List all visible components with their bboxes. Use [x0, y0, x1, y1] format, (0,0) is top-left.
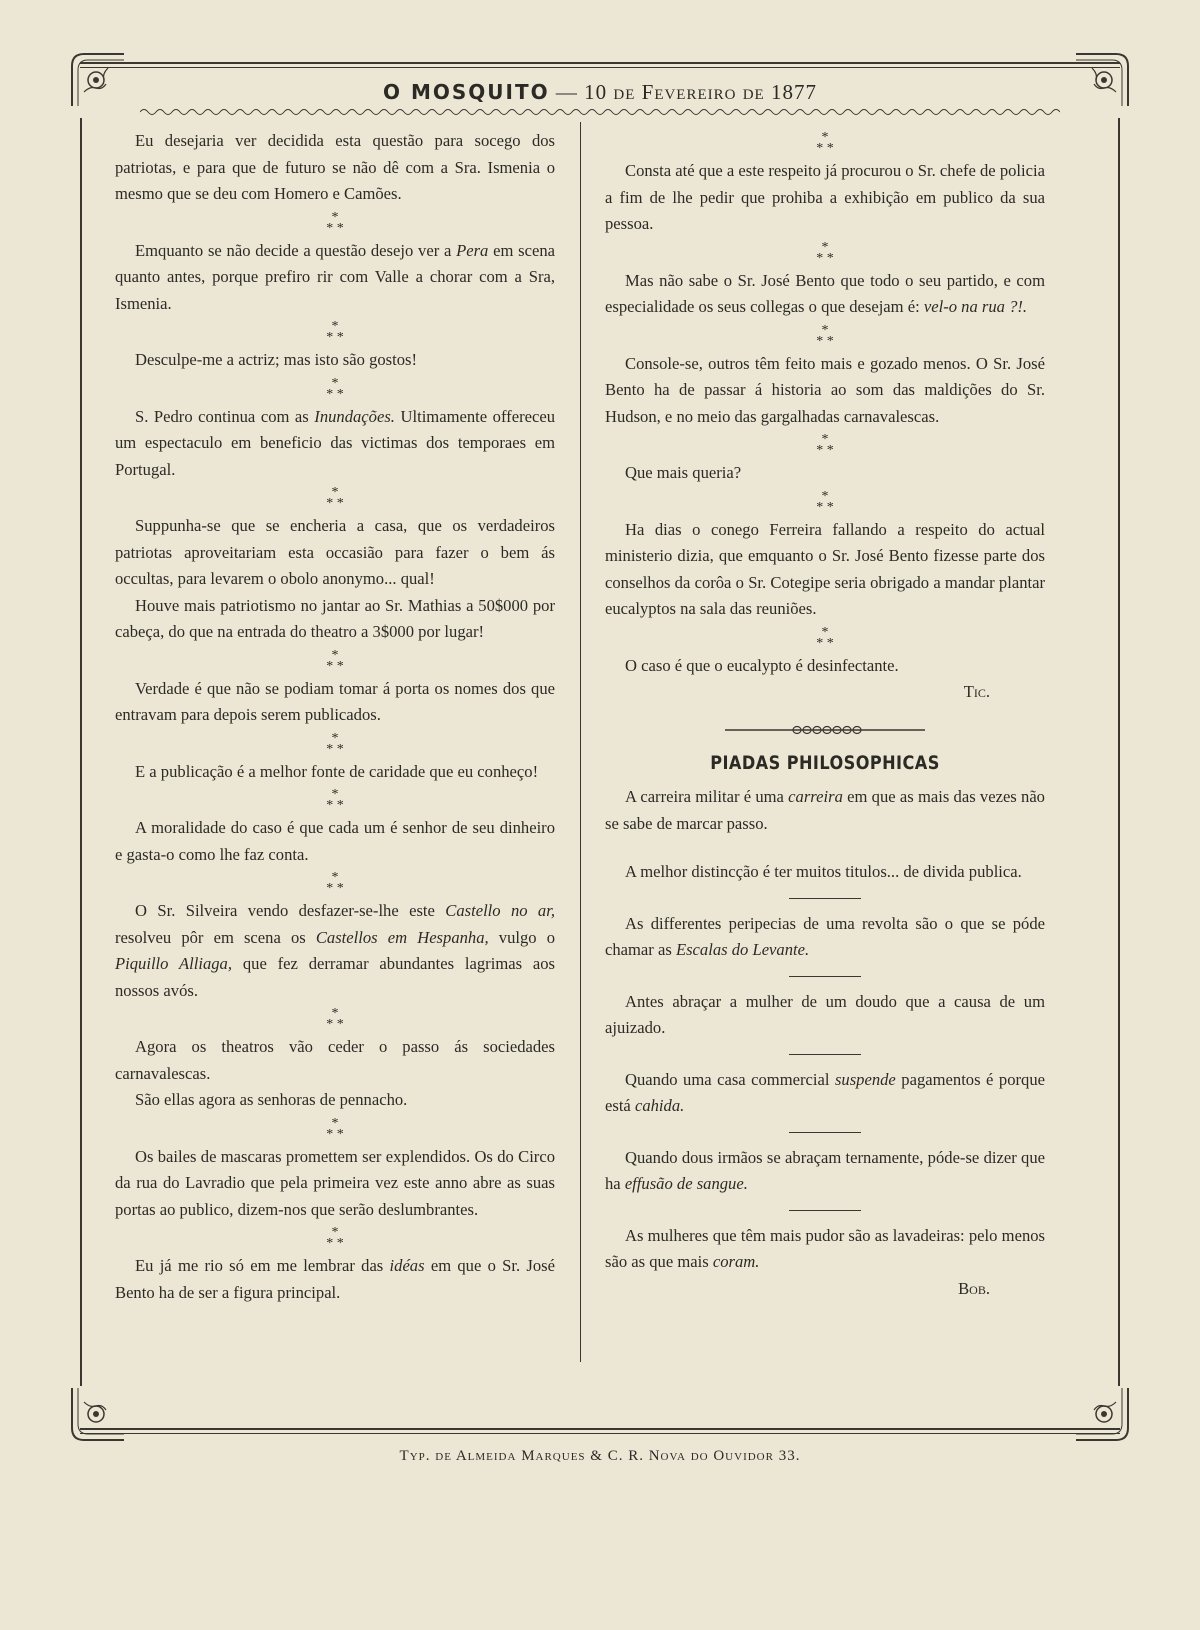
asterism-icon: * * *	[326, 647, 344, 674]
aphorism: Quando dous irmãos se abraçam ternamente, póde-se dizer que ha effusão de sangue.	[605, 1147, 1045, 1193]
paragraph: Consta até que a este respeito já procurou o Sr. chefe de policia a fim de lhe pedir que prohiba a exhibição em publico da sua pessoa.	[605, 161, 1045, 233]
frame-right-rule	[1118, 118, 1120, 1386]
aphorism: Antes abraçar a mulher de um doudo que a causa de um ajuizado.	[605, 991, 1045, 1037]
signature-tic: Tic.	[963, 682, 990, 701]
printer-imprint: Typ. de Almeida Marques & C. R. Nova do Ouvidor 33.	[399, 1448, 801, 1464]
separator-rule	[789, 1210, 861, 1211]
asterism-icon: * * *	[326, 787, 344, 813]
paragraph: Console-se, outros têm feito mais e gozado menos. O Sr. José Bento ha de passar á historia ao som das maldições do Sr. Hudson, e no meio das gargalhadas carnavalescas.	[605, 353, 1045, 426]
corner-ornament-icon	[1068, 1378, 1138, 1448]
asterism-icon: * * *	[816, 488, 834, 515]
paragraph: Houve mais patriotismo no jantar ao Sr. Mathias a 50$000 por cabeça, do que na entrada do theatro a 3$000 por lugar!	[115, 595, 555, 641]
paragraph: Eu desejaria ver decidida esta questão para socego dos patriotas, e para que de futuro se não dê com a Sra. Ismenia o mesmo que se deu com Homero e Camões.	[115, 131, 555, 203]
asterism-icon: * * *	[326, 319, 344, 345]
aphorism: A carreira militar é uma carreira em que as mais das vezes não se sabe de marcar passo.	[605, 787, 1045, 833]
paragraph: A moralidade do caso é que cada um é senhor de seu dinheiro e gasta-o como lhe faz conta.	[115, 818, 555, 864]
paragraph: Verdade é que não se podiam tomar á porta os nomes dos que entravam para depois serem publicados.	[115, 678, 555, 724]
aphorism: As mulheres que têm mais pudor são as lavadeiras: pelo menos são as que mais coram.	[605, 1225, 1045, 1271]
asterism-icon: * * *	[816, 322, 834, 349]
aphorism: Quando uma casa commercial suspende pagamentos é porque está cahida.	[605, 1069, 1045, 1115]
separator-rule	[789, 1132, 861, 1133]
paragraph: O Sr. Silveira vendo desfazer-se-lhe este Castello no ar, resolveu pôr em scena os Castellos em Hespanha, vulgo o Piquillo Alliaga, que fez derramar abundantes lagrimas aos nossos avós.	[115, 901, 556, 1000]
paragraph: Agora os theatros vão ceder o passo ás sociedades carnavalescas.	[115, 1037, 555, 1083]
separator-rule	[789, 1054, 861, 1055]
wavy-rule	[140, 106, 1060, 118]
asterism-icon: * * *	[816, 624, 834, 651]
asterism-icon: * * *	[326, 209, 344, 236]
column-divider	[580, 122, 581, 1362]
paragraph: Mas não sabe o Sr. José Bento que todo o seu partido, e com especialidade os seus collegas o que desejam é: vel-o na rua ?!.	[605, 270, 1045, 316]
asterism-icon: * * *	[326, 730, 344, 757]
spacer	[605, 837, 1045, 859]
paragraph: Emquanto se não decide a questão desejo ver a Pera em scena quanto antes, porque prefiro rir com Valle a chorar com a Sra, Ismenia.	[115, 240, 555, 313]
paragraph: Desculpe-me a actriz; mas isto são gostos!	[135, 350, 418, 369]
corner-ornament-icon	[62, 1378, 132, 1448]
section-title: PIADAS PHILOSOPHICAS	[710, 751, 940, 774]
asterism-icon: * * *	[326, 870, 344, 896]
masthead: O MOSQUITO	[383, 80, 550, 104]
right-column	[605, 128, 1045, 1302]
frame-top-rule	[80, 62, 1120, 64]
separator-rule	[789, 898, 861, 899]
asterism-icon: * * *	[326, 1225, 344, 1251]
frame-top-rule-inner	[80, 67, 1120, 68]
left-column	[115, 128, 555, 1306]
asterism-icon: * * *	[326, 485, 344, 511]
ornamental-rule-icon	[725, 724, 925, 736]
signature-bob: Bob.	[958, 1278, 990, 1298]
separator-rule	[789, 976, 861, 977]
paragraph: Os bailes de mascaras promettem ser explendidos. Os do Circo da rua do Lavradio que pela primeira vez este anno abre as suas portas ao publico, dizem-nos que serão deslumbrantes.	[115, 1146, 555, 1219]
paragraph: Ha dias o conego Ferreira fallando a respeito do actual ministerio dizia, que emquanto o Sr. José Bento fizesse parte dos conselhos da corôa o Sr. Cotegipe seria obrigado a mandar plantar eucalyptos na sala das reuniões.	[605, 519, 1045, 618]
paragraph: Suppunha-se que se encheria a casa, que os verdadeiros patriotas aproveitariam esta occasião para fazer o bem ás occultas, para levarem o obolo anonymo... qual!	[115, 516, 555, 588]
asterism-icon: * * *	[326, 1115, 344, 1142]
asterism-icon: * * *	[326, 1006, 344, 1032]
paragraph: Eu já me rio só em me lembrar das idéas em que o Sr. José Bento ha de ser a figura principal.	[115, 1256, 555, 1302]
asterism-icon: * * *	[816, 432, 834, 458]
aphorism: A melhor distincção é ter muitos titulos... de divida publica.	[625, 862, 1022, 881]
paragraph: S. Pedro continua com as Inundações. Ultimamente offereceu um espectaculo em beneficio das victimas dos temporaes em Portugal.	[115, 406, 555, 479]
aphorism: As differentes peripecias de uma revolta são o que se póde chamar as Escalas do Levante.	[605, 913, 1045, 959]
paragraph: São ellas agora as senhoras de pennacho.	[135, 1090, 408, 1109]
page-header	[0, 80, 1200, 105]
paragraph: O caso é que o eucalypto é desinfectante.	[625, 655, 899, 675]
frame-bottom-rule-inner	[80, 1433, 1120, 1434]
issue-date: 10 de Fevereiro de 1877	[584, 80, 817, 104]
asterism-icon: * * *	[326, 375, 344, 402]
asterism-icon: * * *	[816, 130, 834, 156]
paragraph: Que mais queria?	[625, 463, 742, 482]
header-dash: —	[555, 80, 578, 104]
paragraph: E a publicação é a melhor fonte de caridade que eu conheço!	[135, 761, 539, 781]
frame-bottom-rule	[80, 1428, 1120, 1430]
asterism-icon: * * *	[816, 239, 834, 266]
frame-left-rule	[80, 118, 82, 1386]
